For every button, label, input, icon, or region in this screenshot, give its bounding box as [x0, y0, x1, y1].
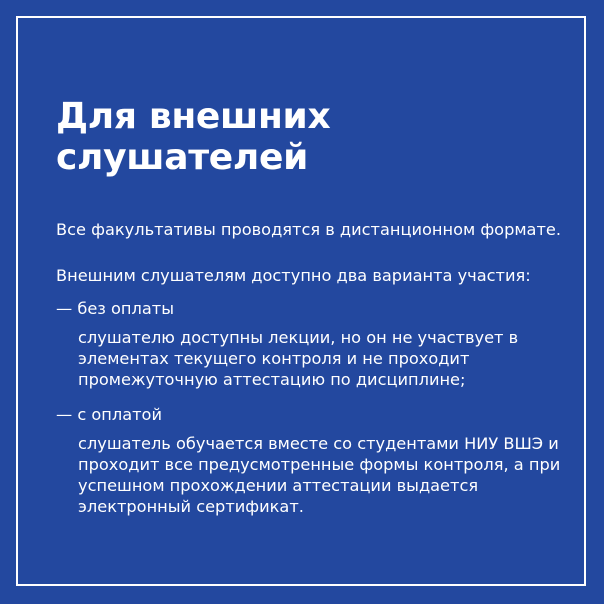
access-text: Внешним слушателям доступно два варианта участия: — [56, 265, 531, 285]
option-paid-label: — с оплатой — [56, 404, 162, 424]
page-title: Для внешних слушателей — [56, 96, 331, 179]
option-free-description: слушателю доступны лекции, но он не участвует в элементах текущего контроля и не проходит промежуточную аттестацию по дисциплине; — [78, 327, 519, 389]
option-free-label: — без оплаты — [56, 298, 174, 318]
intro-text: Все факультативы проводятся в дистанционном формате. — [56, 219, 562, 239]
option-paid-description: слушатель обучается вместе со студентами НИУ ВШЭ и проходит все предусмотренные формы контроля, а при успешном прохождении аттестации выдается электронный сертификат. — [78, 433, 561, 516]
card-content — [56, 96, 572, 517]
